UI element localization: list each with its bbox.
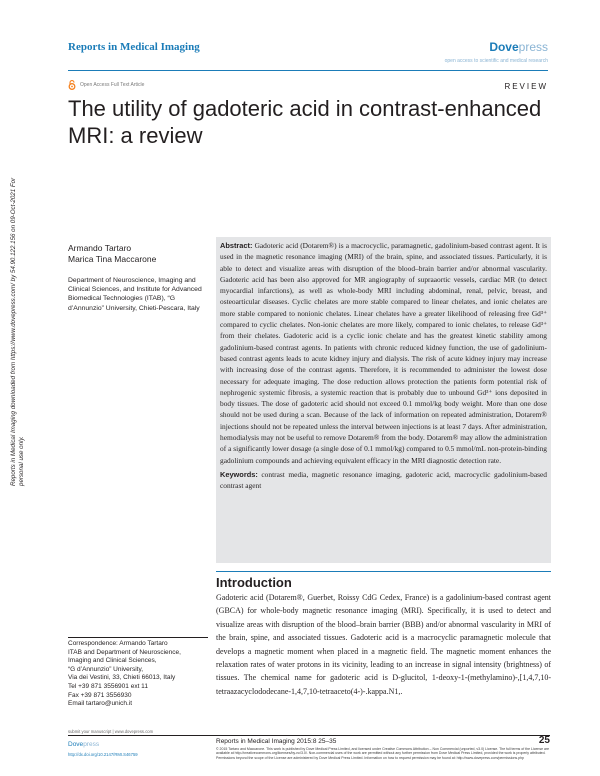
correspondence-line: Tel +39 871 3556901 ext 11 xyxy=(68,682,148,690)
keywords-paragraph xyxy=(220,469,547,492)
correspondence-line: Fax +39 871 3556930 xyxy=(68,691,132,699)
copyright-notice: © 2015 Tartaro and Maccarone. This work is published by Dove Medical Press Limited, and licensed under Creative Commons Attribution – Non Commercial (unported, v3.0) License. The full terms of the License are available at http://creativecommons.org/licenses/by-nc/3.0/. Non-commercial uses of the work are permitted without any further permission from Dove Medical Press Limited, provided the work is properly attributed. Permissions beyond the scope of the License are administered by Dove Medical Press Limited. Information on how to request permission may be found at: http://www.dovepress.com/permissions.php xyxy=(216,747,550,760)
keywords-text: contrast media, magnetic resonance imaging, gadoteric acid, macrocyclic gadolinium-based contrast agent xyxy=(220,469,547,491)
submit-link[interactable]: submit your manuscript | www.dovepress.com xyxy=(68,729,154,734)
publisher-tagline: open access to scientific and medical research xyxy=(444,58,548,64)
abstract-text: Gadoteric acid (Dotarem®) is a macrocyclic, paramagnetic, gadolinium-based contrast agent. It is used in the magnetic resonance imaging (MRI) of the brain, spine, and associated tissues. Particularly, it is able to detect and visualize areas with disruption of the blood–brain barrier and/or abnormal vascularity. Gadoteric acid has been also approved for MR angiography of supraaortic vessels, cardiac MR (to detect myocardial infarctions), as well as whole-body MRI including abdominal, renal, pelvic, breast, and osteoarticular diseases. Cyclic chelates are more stable compared to linear chelates, and ionic chelates are more stable compared to nonionic chelates. Linear chelates have a greater likelihood of releasing free Gd³⁺ compared to cyclic chelates. Non-ionic chelates are more likely, compared to ionic chelates, to release Gd³⁺ from their chelates. Gadoteric acid is a cyclic ionic chelate and has the greatest kinetic stability among gadolinium-based contrast agents. In patients with chronic reduced kidney function, the use of gadolinium-based contrast agents leads to acute kidney injury and dialysis. The risk of acute kidney injury may increase with increasing dose of the contrast agents. Therefore, it is recommended to administer the lowest dose necessary for adequate imaging. The dose reduction allows protection the patients form potential risk of nephrogenic systemic fibrosis, a systemic reaction that is probably due to unbound Gd³⁺ ions deposited in body tissues. The dose of gadoteric acid should not exceed 0.1 mmol/kg body weight. More than one dose should not be used during a scan. Because of the lack of information on repeated administration, Dotarem® injections should not be repeated unless the interval between injections is at least 7 days. After administration, hemodialysis may not be useful to remove Dotarem® from the body. Dotarem® may allow the administration of a significantly lower dosage (a single dose of 0.1 mmol/kg) compared to 0.5 mmol/mL non-protein-binding gadolinium compounds and achieving equivalent efficacy in the MRI diagnostic detection rate. xyxy=(220,241,547,465)
brand-press: press xyxy=(518,40,548,54)
abstract-paragraph xyxy=(220,240,547,466)
article-type: REVIEW xyxy=(504,82,548,91)
footer-brand-dove: Dove xyxy=(68,741,84,748)
publisher-logo xyxy=(489,40,548,54)
correspondence-line: Email tartaro@unich.it xyxy=(68,700,133,708)
abstract-label: Abstract: xyxy=(220,241,253,250)
header-divider xyxy=(68,70,548,71)
journal-name: Reports in Medical Imaging xyxy=(68,41,200,53)
author-name: Marica Tina Maccarone xyxy=(68,254,157,264)
citation: Reports in Medical Imaging 2015:8 25–35 xyxy=(216,738,337,745)
open-access-icon xyxy=(68,80,76,90)
correspondence-line: Imaging and Clinical Sciences, xyxy=(68,657,157,665)
brand-dove: Dove xyxy=(489,40,519,54)
footer-logo xyxy=(68,741,99,748)
correspondence-line: ITAB and Department of Neuroscience, xyxy=(68,648,181,656)
correspondence-line: Correspondence: Armando Tartaro xyxy=(68,640,168,647)
correspondence-divider xyxy=(68,637,208,638)
keywords-label: Keywords: xyxy=(220,469,258,479)
correspondence-line: Via dei Vestini, 33, Chieti 66013, Italy xyxy=(68,674,176,682)
author-name: Armando Tartaro xyxy=(68,243,132,253)
section-heading: Introduction xyxy=(216,575,292,590)
doi-link[interactable]: http://dx.doi.org/10.2147/RMI.S46759 xyxy=(68,752,138,757)
abstract-box xyxy=(216,237,551,563)
correspondence-block xyxy=(68,640,218,709)
footer-divider xyxy=(68,735,550,736)
affiliation: Department of Neuroscience, Imaging and Clinical Sciences, and Institute for Advanced Biomedical Technologies (ITAB), “G d’Annunzio” University, Chieti-Pescara, Italy xyxy=(68,277,202,312)
author-list xyxy=(68,243,156,265)
download-note: Reports in Medical Imaging downloaded from https://www.dovepress.com/ by 54.90.122.156 on 09-Oct-2021 For personal use only. xyxy=(10,177,25,486)
section-divider xyxy=(216,571,551,572)
article-title: The utility of gadoteric acid in contrast-enhanced MRI: a review xyxy=(68,96,542,148)
open-access-label: Open Access Full Text Article xyxy=(80,82,145,88)
footer-brand-press: press xyxy=(83,741,100,748)
correspondence-line: “G d’Annunzio” University, xyxy=(68,665,144,673)
page-number: 25 xyxy=(538,735,550,746)
introduction-text: Gadoteric acid (Dotarem®, Guerbet, Roissy CdG Cedex, France) is a gadolinium-based contrast agent (GBCA) for whole-body magnetic resonance imaging (MRI). Specifically, it is used to detect and visualize areas with disruption of the blood–brain barrier (BBB) and/or abnormal vascularity in MRI of the brain, spine, and associated tissues. Gadoteric acid is a macrocyclic paramagnetic molecule that develops a magnetic moment when placed in a magnetic field. The magnetic moment enhances the relaxation rates of water protons in its vicinity, leading to an increase in signal intensity (brightness) of tissues. The chemical name for gadoteric acid is D-glucitol, 1-deoxy-1-(methylamino)-,[1,4,7,10-tetraazacyclododecane-1,4,7,10-tetraaceto(4-)-.kappa.N1,. xyxy=(216,593,551,696)
